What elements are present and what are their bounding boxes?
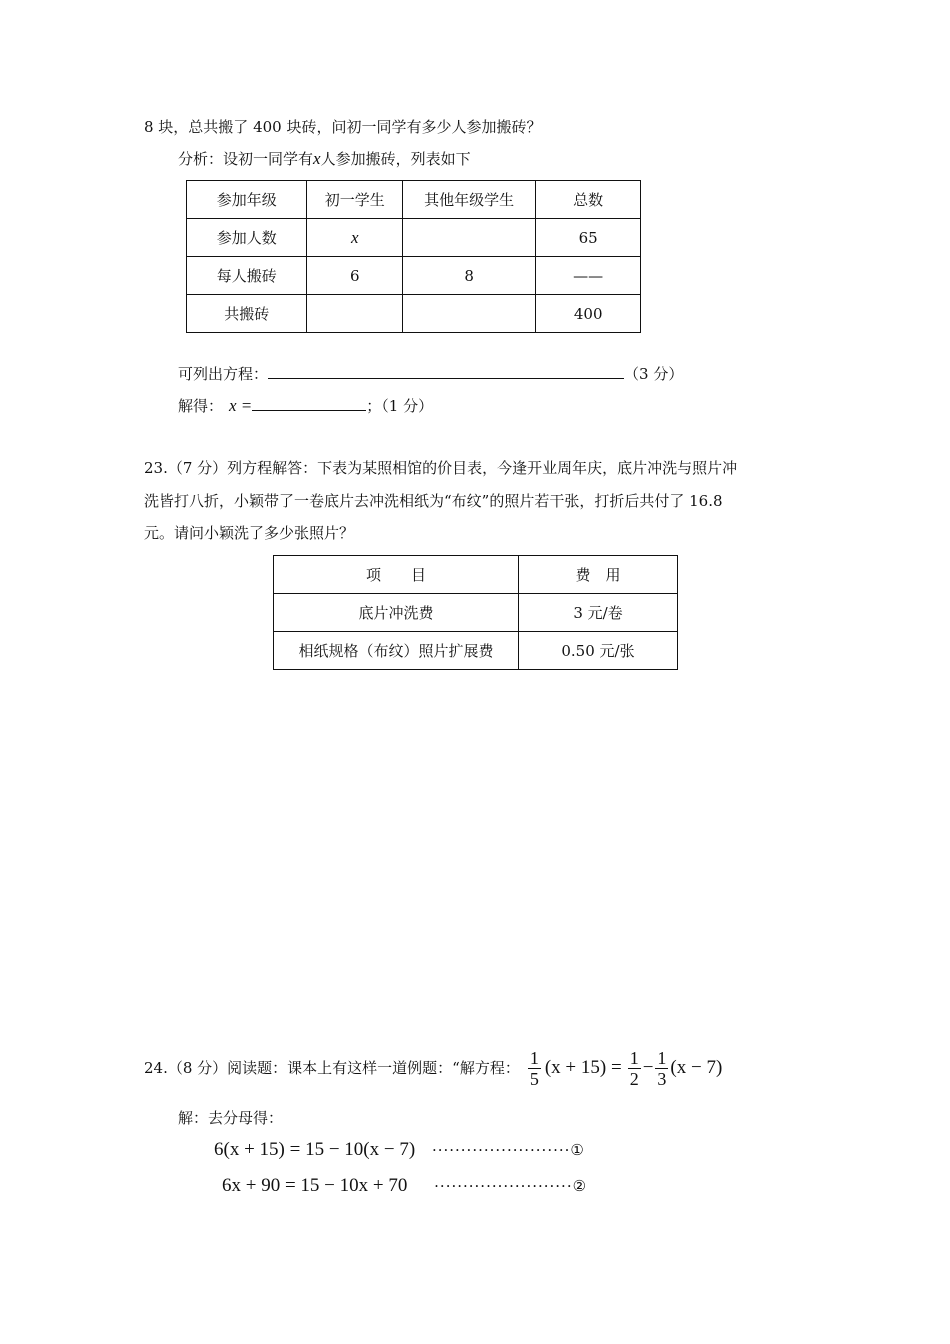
- table-cell: 底片冲洗费: [274, 594, 519, 632]
- q22-intro-tail: 8 块，总共搬了 400 块砖，问初一同学有多少人参加搬砖？: [144, 118, 542, 136]
- table-header-cell: 其他年级学生: [403, 181, 536, 219]
- q22-equation-blank[interactable]: [268, 364, 624, 379]
- table-cell: x: [307, 219, 403, 257]
- table-cell: 6: [307, 257, 403, 295]
- table-header-cell: 费 用: [519, 556, 678, 594]
- q22-solve-label: 解得：: [178, 397, 224, 415]
- table-header-cell: 参加年级: [187, 181, 307, 219]
- q22-analysis-suffix: 人参加搬砖，列表如下: [320, 150, 471, 168]
- q22-solve-var: x =: [229, 396, 253, 415]
- q24-intro: 24.（8 分）阅读题：课本上有这样一道例题：“解方程：: [144, 1059, 520, 1077]
- table-cell: 3 元/卷: [519, 594, 678, 632]
- q22-analysis: [178, 149, 471, 169]
- fraction-denominator: 2: [629, 1068, 639, 1089]
- q23-price-table: [273, 555, 678, 670]
- q22-analysis-var: x: [313, 149, 321, 168]
- q22-equation-label: 可列出方程：: [178, 365, 269, 383]
- fraction-numerator: 1: [529, 1047, 539, 1068]
- fraction-numerator: 1: [629, 1047, 639, 1068]
- q22-table: [186, 180, 641, 333]
- table-cell: 0.50 元/张: [519, 632, 678, 670]
- table-row: [187, 181, 641, 219]
- table-cell: 共搬砖: [187, 295, 307, 333]
- table-row: [274, 632, 678, 670]
- fraction-one-fifth: [528, 1048, 541, 1089]
- q23-line2: 洗皆打八折，小颖带了一卷底片去冲洗相纸为“布纹”的照片若干张，打折后共付了 16.8: [144, 492, 723, 510]
- q24-intro-line: [144, 1046, 722, 1090]
- table-cell: 相纸规格（布纹）照片扩展费: [274, 632, 519, 670]
- q24-step1: 6(x + 15) = 15 − 10(x − 7): [214, 1139, 416, 1160]
- table-cell: [307, 295, 403, 333]
- fraction-denominator: 3: [657, 1068, 667, 1089]
- q22-solve-blank[interactable]: [252, 396, 366, 411]
- table-row: [187, 257, 641, 295]
- q24-step2: 6x + 90 = 15 − 10x + 70: [222, 1175, 408, 1196]
- q22-analysis-prefix: 分析：设初一同学有: [178, 150, 314, 168]
- table-row: [187, 295, 641, 333]
- q24-step2-line: [222, 1174, 587, 1198]
- q24-step1-dots: ························①: [431, 1141, 585, 1159]
- fraction-denominator: 5: [529, 1068, 539, 1089]
- table-cell: [403, 295, 536, 333]
- minus-sign: −: [642, 1057, 654, 1078]
- q23-line3: 元。请问小颖洗了多少张照片？: [144, 524, 355, 542]
- table-cell: 每人搬砖: [187, 257, 307, 295]
- q22-equation-line: [178, 364, 683, 384]
- q23-line1: 23.（7 分）列方程解答：下表为某照相馆的价目表，今逢开业周年庆，底片冲洗与照片冲: [144, 459, 738, 477]
- q22-equation-points: （3 分）: [624, 365, 684, 383]
- table-cell: 400: [536, 295, 641, 333]
- table-cell: ——: [536, 257, 641, 295]
- q24-equation-part1: (x + 15) =: [544, 1057, 622, 1078]
- table-row: [274, 556, 678, 594]
- table-header-cell: 总数: [536, 181, 641, 219]
- table-cell: 参加人数: [187, 219, 307, 257]
- q22-solve-line: [178, 396, 433, 416]
- table-cell: 8: [403, 257, 536, 295]
- fraction-numerator: 1: [657, 1047, 667, 1068]
- q24-solve-label: 解：去分母得：: [178, 1109, 284, 1127]
- q24-step2-dots: ························②: [434, 1177, 588, 1195]
- table-row: [187, 219, 641, 257]
- table-row: [274, 594, 678, 632]
- fraction-one-third: [655, 1048, 668, 1089]
- table-cell: 65: [536, 219, 641, 257]
- q24-equation-part2: (x − 7): [670, 1057, 723, 1078]
- table-header-cell: 初一学生: [307, 181, 403, 219]
- fraction-one-half: [628, 1048, 641, 1089]
- q24-step1-line: [214, 1138, 585, 1162]
- table-header-cell: 项 目: [274, 556, 519, 594]
- table-cell: [403, 219, 536, 257]
- q22-solve-points: ；（1 分）: [366, 397, 434, 415]
